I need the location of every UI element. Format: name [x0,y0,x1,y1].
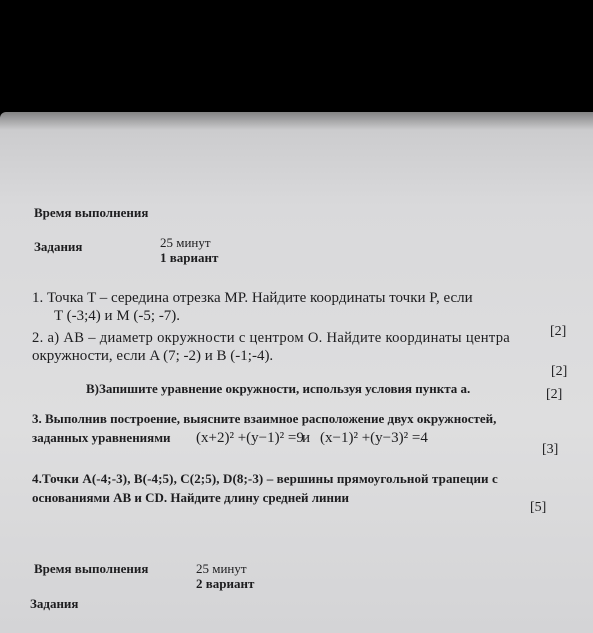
duration: 25 минут [160,235,211,250]
paper-sheet [0,112,593,633]
task-2-line-1: 2. а) AB – диаметр окружности с центром O. Найдите координаты центра [32,330,511,346]
task-2b-score: [2] [546,387,563,402]
task-4-line-1: 4.Точки A(-4;-3), B(-4;5), C(2;5), D(8;-3) – вершины прямоугольной трапеции с [32,471,498,486]
task-3-line-1: 3. Выполнив построение, выясните взаимное расположение двух окружностей, [32,411,497,426]
tasks-label: Задания [34,239,83,254]
time-label: Время выполнения [34,205,149,220]
task-4-line-2: основаниями AB и CD. Найдите длину средней линии [32,490,349,505]
footer-variant-label: 2 вариант [196,576,255,591]
task-3-line-2: заданных уравнениями [32,430,171,445]
task-1-line-1: 1. Точка T – середина отрезка MP. Найдите координаты точки P, если [32,290,473,306]
task-1-line-2: T (-3;4) и M (-5; -7). [54,308,181,324]
equation-1: (x+2)² +(y−1)² =9 [196,430,304,446]
equation-connector: и [302,430,311,446]
task-4-score: [5] [530,500,547,515]
paper-shadow [0,112,593,130]
footer-tasks-label: Задания [30,596,79,611]
footer-duration: 25 минут [196,561,247,576]
task-2-line-3: В)Запишите уравнение окружности, используя условия пункта а. [86,381,471,396]
footer-time-label: Время выполнения [34,561,149,576]
variant-label: 1 вариант [160,250,219,265]
dark-background [0,0,593,120]
task-1-score: [2] [550,324,567,339]
task-2-line-2: окружности, если A (7; -2) и B (-1;-4). [32,348,274,364]
task-3-score: [3] [542,442,559,457]
task-2a-score: [2] [551,364,568,379]
equation-2: (x−1)² +(y−3)² =4 [320,430,428,446]
